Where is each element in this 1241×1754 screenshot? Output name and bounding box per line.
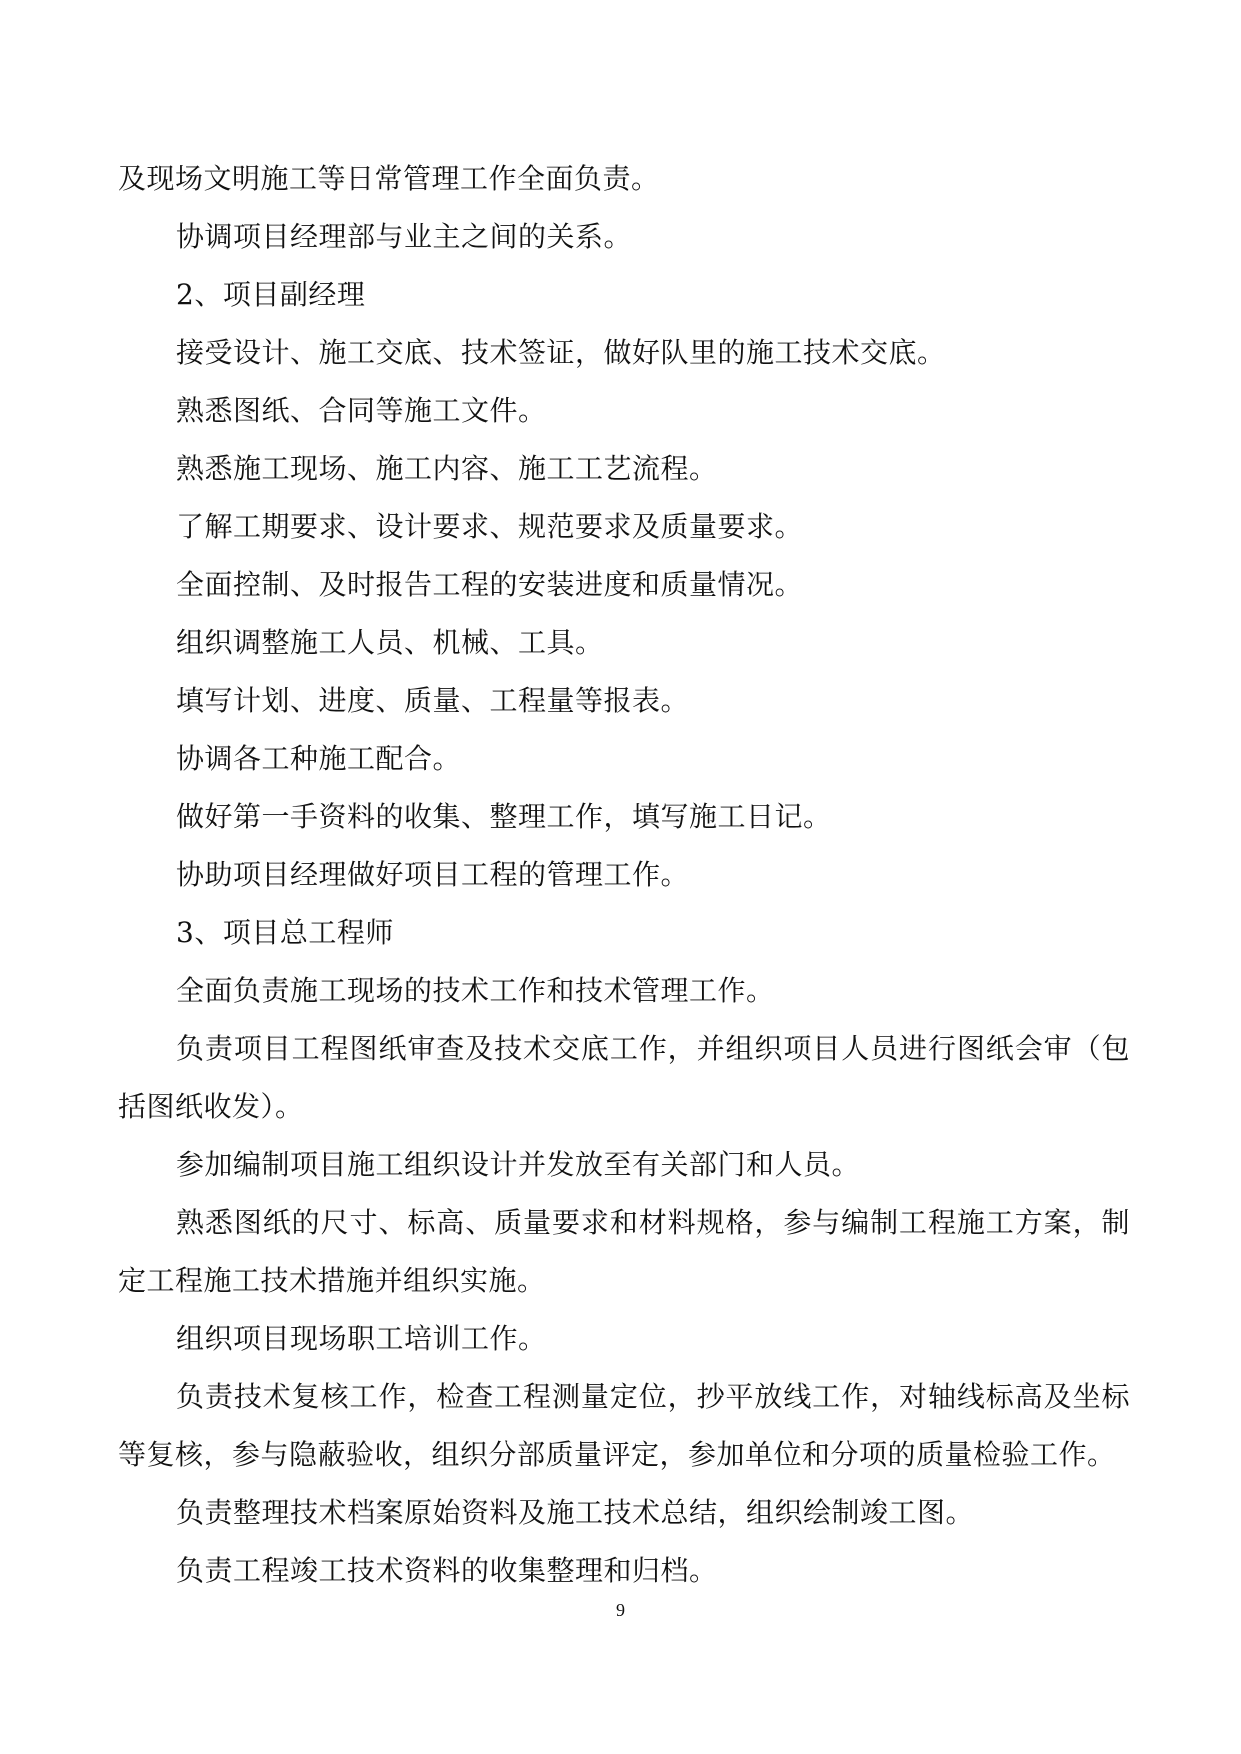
paragraph: 协助项目经理做好项目工程的管理工作。 [176,858,690,891]
paragraph: 组织调整施工人员、机械、工具。 [176,626,604,659]
paragraph: 全面负责施工现场的技术工作和技术管理工作。 [176,974,775,1007]
paragraph: 负责整理技术档案原始资料及施工技术总结，组织绘制竣工图。 [176,1496,975,1529]
paragraph: 熟悉图纸、合同等施工文件。 [176,394,547,427]
paragraph: 熟悉施工现场、施工内容、施工工艺流程。 [176,452,718,485]
paragraph: 熟悉图纸的尺寸、标高、质量要求和材料规格，参与编制工程施工方案，制定工程施工技术措施并组织实施。 [118,1206,1130,1297]
paragraph: 协调各工种施工配合。 [176,742,462,775]
paragraph: 负责技术复核工作，检查工程测量定位，抄平放线工作，对轴线标高及坐标等复核，参与隐蔽验收，组织分部质量评定，参加单位和分项的质量检验工作。 [118,1380,1130,1471]
paragraph: 全面控制、及时报告工程的安装进度和质量情况。 [176,568,804,601]
paragraph: 参加编制项目施工组织设计并发放至有关部门和人员。 [176,1148,861,1181]
paragraph: 接受设计、施工交底、技术签证，做好队里的施工技术交底。 [176,336,946,369]
paragraph: 协调项目经理部与业主之间的关系。 [176,220,633,253]
paragraph: 组织项目现场职工培训工作。 [176,1322,547,1355]
section-heading-deputy-manager: 2、项目副经理 [176,278,366,311]
document-body [118,150,1130,1600]
paragraph: 负责项目工程图纸审查及技术交底工作，并组织项目人员进行图纸会审（包括图纸收发）。 [118,1032,1130,1123]
paragraph-continuation: 及现场文明施工等日常管理工作全面负责。 [118,162,660,195]
page-number: 9 [616,1600,625,1620]
section-heading-chief-engineer: 3、项目总工程师 [176,916,394,949]
paragraph: 负责工程竣工技术资料的收集整理和归档。 [176,1554,718,1587]
paragraph: 做好第一手资料的收集、整理工作，填写施工日记。 [176,800,832,833]
paragraph: 了解工期要求、设计要求、规范要求及质量要求。 [176,510,804,543]
paragraph: 填写计划、进度、质量、工程量等报表。 [176,684,690,717]
